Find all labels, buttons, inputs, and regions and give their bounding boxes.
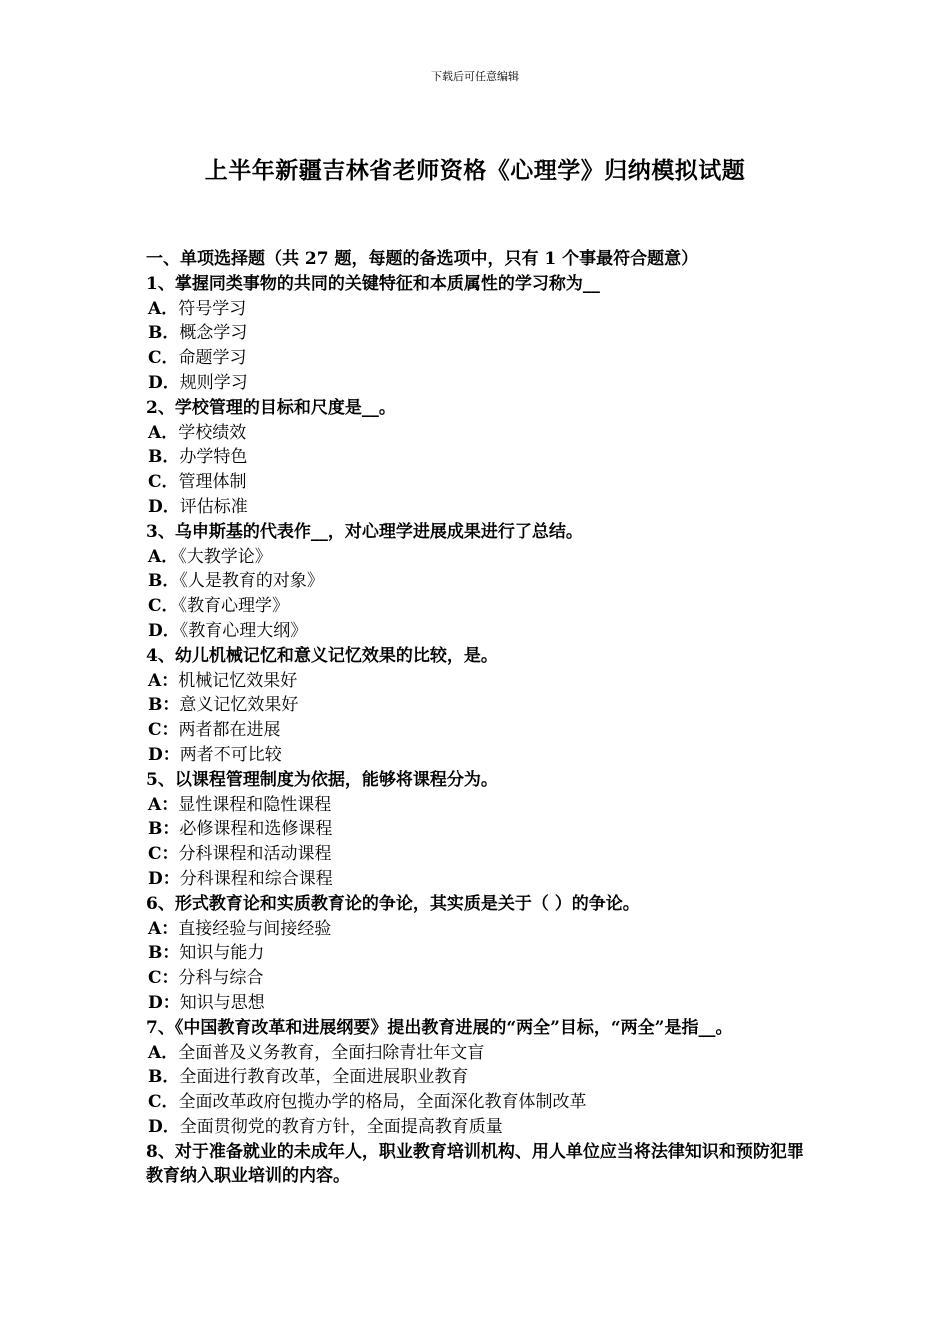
option-b [146,1065,810,1090]
question-text: 2、学校管理的目标和尺度是__。 [146,397,396,418]
option-letter: B． [148,323,180,344]
option-letter: D： [148,744,180,765]
option-text: 显性课程和隐性课程 [178,794,332,815]
option-text: 命题学习 [178,348,247,369]
option-text: 两者都在进展 [178,720,281,741]
option-b [146,321,810,346]
document-body [146,247,810,1189]
option-a [146,1041,810,1066]
option-text: 《教育心理学》 [178,596,290,617]
option-c [146,346,810,371]
option-letter: C： [148,720,179,741]
question-text: 4、幼儿机械记忆和意义记忆效果的比较，是。 [146,645,498,666]
option-b [146,817,810,842]
option-text: 《人是教育的对象》 [179,571,324,592]
option-d [146,495,810,520]
option-text: 分科与综合 [178,968,264,989]
option-letter: C： [148,968,179,989]
question-2 [146,396,810,520]
option-d [146,619,810,644]
question-text: 8、对于准备就业的未成年人，职业教育培训机构、用人单位应当将法律知识和预防犯罪教育纳入职业培训的内容。 [146,1141,804,1187]
option-letter: A． [148,422,179,443]
option-text: 全面普及义务教育，全面扫除青壮年文盲 [178,1042,485,1063]
option-letter: B： [148,695,180,716]
question-5 [146,768,810,892]
option-c [146,966,810,991]
question-7 [146,1016,810,1140]
option-text: 机械记忆效果好 [178,670,298,691]
option-text: 全面进行教育改革，全面进展职业教育 [179,1067,469,1088]
option-text: 办学特色 [179,447,248,468]
option-a [146,545,810,570]
question-8 [146,1140,810,1190]
option-text: 两者不可比较 [179,744,282,765]
option-letter: D： [148,992,180,1013]
option-letter: B． [148,447,180,468]
option-letter: A． [148,1042,179,1063]
option-text: 全面改革政府包揽办学的格局，全面深化教育体制改革 [178,1092,587,1113]
option-text: 分科课程和活动课程 [178,844,332,865]
option-letter: D． [148,496,180,517]
option-text: 必修课程和选修课程 [179,819,333,840]
option-letter: B． [148,571,180,592]
option-letter: C． [148,472,179,493]
option-text: 规则学习 [179,372,248,393]
option-c [146,1090,810,1115]
option-text: 学校绩效 [178,422,247,443]
option-d [146,743,810,768]
option-text: 《大教学论》 [178,546,272,567]
option-text: 概念学习 [179,323,248,344]
option-d [146,1115,810,1140]
question-4 [146,644,810,768]
option-c [146,594,810,619]
option-letter: D． [148,1116,180,1137]
option-b [146,445,810,470]
option-d [146,867,810,892]
option-a [146,793,810,818]
option-letter: C． [148,348,179,369]
option-d [146,371,810,396]
option-a [146,297,810,322]
option-c [146,842,810,867]
question-3 [146,520,810,644]
option-text: 意义记忆效果好 [179,695,299,716]
option-a [146,421,810,446]
header-note: 下载后可任意编辑 [431,70,519,83]
option-letter: C： [148,844,179,865]
option-a [146,669,810,694]
question-text: 5、以课程管理制度为依据，能够将课程分为。 [146,769,498,790]
option-letter: D． [148,372,180,393]
option-text: 知识与思想 [179,992,265,1013]
option-b [146,569,810,594]
question-text: 7、《中国教育改革和进展纲要》提出教育进展的“两全”目标，“两全”是指__。 [146,1017,733,1038]
option-letter: A． [148,298,179,319]
option-letter: D． [148,620,180,641]
option-c [146,718,810,743]
document-title: 上半年新疆吉林省老师资格《心理学》归纳模拟试题 [204,157,746,184]
option-letter: A． [148,546,179,567]
option-text: 符号学习 [178,298,247,319]
question-1 [146,272,810,396]
option-letter: C． [148,596,179,617]
option-letter: B： [148,943,180,964]
option-letter: A： [148,794,179,815]
option-letter: B： [148,819,180,840]
question-text: 1、掌握同类事物的共同的关键特征和本质属性的学习称为__ [146,273,600,294]
option-letter: B． [148,1067,180,1088]
option-letter: C． [148,1092,179,1113]
option-a [146,917,810,942]
option-b [146,693,810,718]
option-letter: A： [148,670,179,691]
option-text: 《教育心理大纲》 [179,620,308,641]
question-6 [146,892,810,1016]
option-text: 全面贯彻党的教育方针，全面提高教育质量 [179,1116,503,1137]
option-text: 管理体制 [178,472,247,493]
option-d [146,991,810,1016]
option-text: 评估标准 [179,496,248,517]
option-letter: A： [148,918,179,939]
option-text: 直接经验与间接经验 [178,918,332,939]
question-text: 6、形式教育论和实质教育论的争论，其实质是关于（ ）的争论。 [146,893,640,914]
option-c [146,470,810,495]
option-b [146,941,810,966]
option-text: 分科课程和综合课程 [179,868,333,889]
question-text: 3、乌申斯基的代表作__，对心理学进展成果进行了总结。 [146,521,583,542]
option-text: 知识与能力 [179,943,265,964]
option-letter: D： [148,868,180,889]
section-heading: 一、单项选择题（共 27 题，每题的备选项中，只有 1 个事最符合题意） [146,249,699,269]
